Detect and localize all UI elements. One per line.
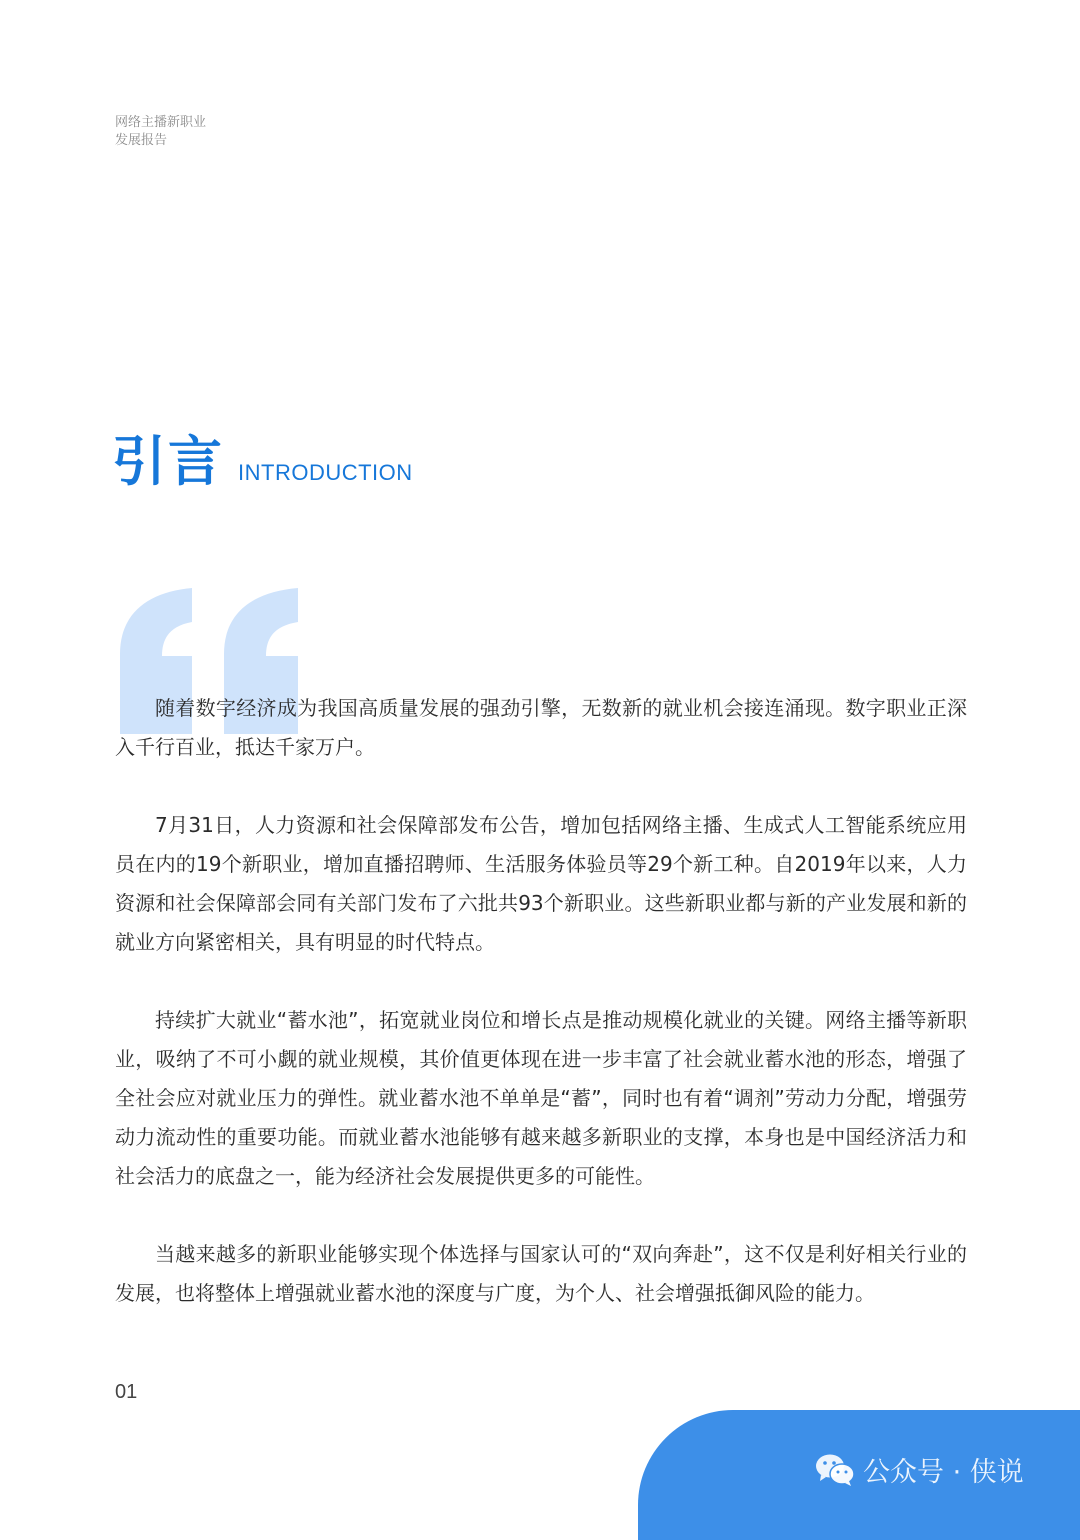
paragraph-2: 7月31日，人力资源和社会保障部发布公告，增加包括网络主播、生成式人工智能系统应用员在内的19个新职业，增加直播招聘师、生活服务体验员等29个新工种。自2019年以来，人力资源和社会保障部会同有关部门发布了六批共93个新职业。这些新职业都与新的产业发展和新的就业方向紧密相关，具有明显的时代特点。: [115, 813, 967, 954]
header-line-1: 网络主播新职业: [115, 115, 207, 130]
section-title: [112, 430, 413, 493]
watermark: [815, 1450, 1024, 1489]
report-header: [115, 114, 206, 150]
intro-body: [115, 689, 967, 1352]
wechat-icon: [815, 1453, 855, 1487]
header-line-2: 发展报告: [115, 133, 168, 148]
paragraph-1: 随着数字经济成为我国高质量发展的强劲引擎，无数新的就业机会接连涌现。数字职业正深入千行百业，抵达千家万户。: [115, 696, 967, 759]
paragraph-4: 当越来越多的新职业能够实现个体选择与国家认可的“双向奔赴”，这不仅是利好相关行业的发展，也将整体上增强就业蓄水池的深度与广度，为个人、社会增强抵御风险的能力。: [115, 1242, 967, 1305]
watermark-text: 公众号 · 侠说: [863, 1457, 1024, 1488]
page-number: 01: [115, 1381, 138, 1403]
paragraph-3: 持续扩大就业“蓄水池”，拓宽就业岗位和增长点是推动规模化就业的关键。网络主播等新职业，吸纳了不可小觑的就业规模，其价值更体现在进一步丰富了社会就业蓄水池的形态，增强了全社会应对就业压力的弹性。就业蓄水池不单单是“蓄”，同时也有着“调剂”劳动力分配，增强劳动力流动性的重要功能。而就业蓄水池能够有越来越多新职业的支撑，本身也是中国经济活力和社会活力的底盘之一，能为经济社会发展提供更多的可能性。: [115, 1008, 967, 1188]
section-title-cn: 引言: [112, 430, 224, 493]
section-title-en: INTRODUCTION: [238, 460, 413, 485]
